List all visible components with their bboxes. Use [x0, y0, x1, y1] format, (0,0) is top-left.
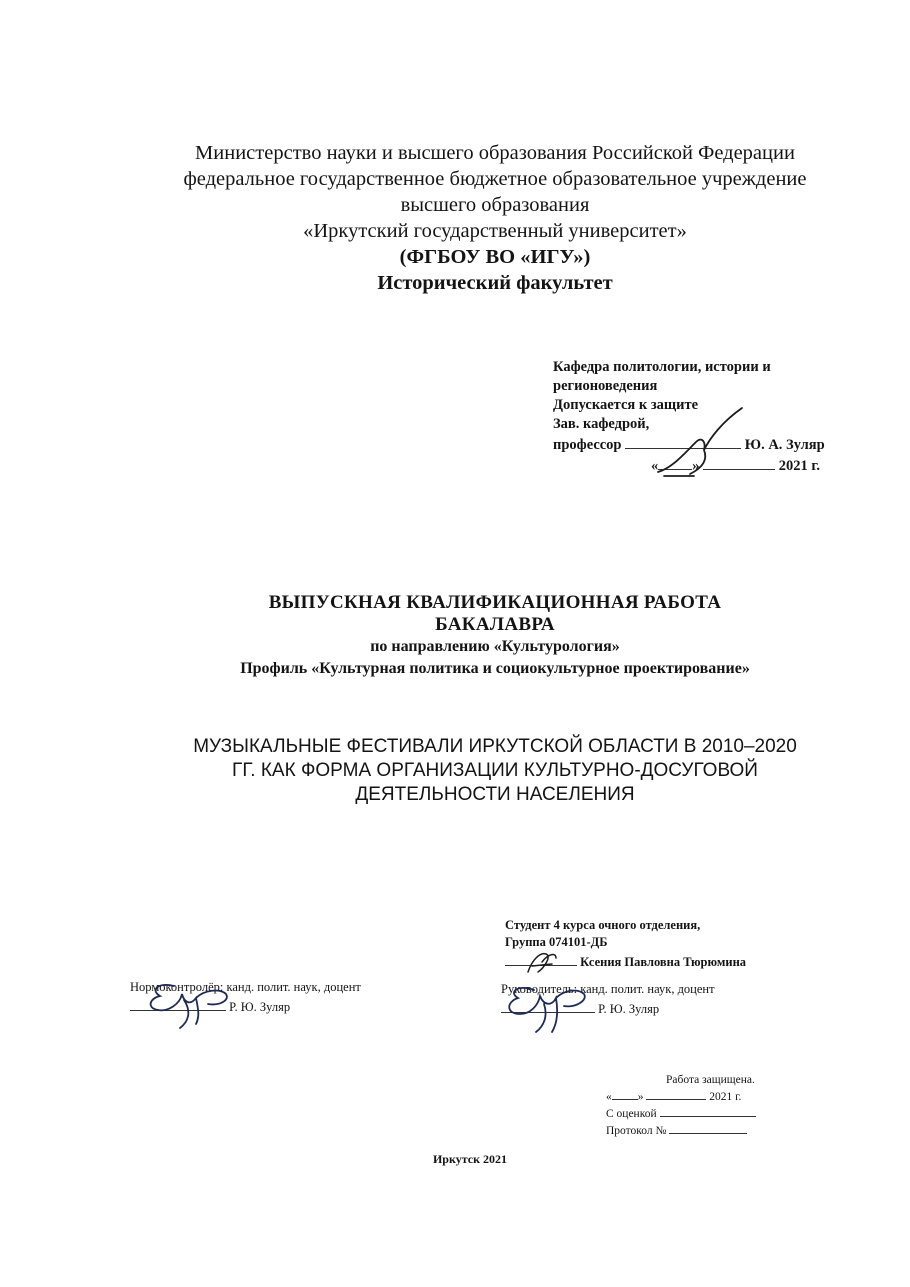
thesis-title-line-2: ГГ. КАК ФОРМА ОРГАНИЗАЦИИ КУЛЬТУРНО-ДОСУГОВОЙ: [232, 760, 758, 781]
protocol-label: Протокол №: [606, 1125, 667, 1137]
defense-date-open-quote: «: [606, 1091, 612, 1103]
university-abbreviation: (ФГБОУ ВО «ИГУ»): [399, 246, 591, 268]
student-course: Студент 4 курса очного отделения,: [505, 918, 701, 932]
normocontroller-name: Р. Ю. Зуляр: [229, 1000, 291, 1014]
supervisor-label: Руководитель: канд. полит. наук, доцент: [501, 982, 715, 996]
admitted-label: Допускается к защите: [553, 397, 699, 413]
protocol-line: [669, 1122, 747, 1134]
work-type-line-1: ВЫПУСКНАЯ КВАЛИФИКАЦИОННАЯ РАБОТА: [268, 592, 722, 613]
work-type-line-2: БАКАЛАВРА: [435, 614, 555, 635]
normocontroller-label: Нормоконтролёр: канд. полит. наук, доцент: [130, 980, 361, 994]
defense-block: [606, 1073, 806, 1139]
defense-date-row: [606, 1088, 806, 1105]
defense-status: Работа защищена.: [666, 1074, 755, 1086]
work-type-block: [100, 592, 890, 680]
supervisor-signature: [498, 980, 593, 1040]
thesis-title: [120, 735, 870, 807]
defense-year: 2021 г.: [709, 1091, 742, 1103]
head-signature: [650, 402, 755, 482]
student-signature: [522, 948, 562, 978]
faculty-name: Исторический факультет: [377, 272, 613, 294]
institution-type-line: федеральное государственное бюджетное образовательное учреждение: [183, 168, 807, 190]
ministry-line: Министерство науки и высшего образования Российской Федерации: [195, 142, 795, 164]
grade-row: [606, 1105, 806, 1122]
city-year: Иркутск 2021: [432, 1152, 508, 1166]
head-title: Зав. кафедрой,: [553, 416, 650, 432]
protocol-row: [606, 1122, 806, 1139]
institution-header: [120, 140, 870, 296]
professor-label: профессор: [553, 437, 622, 453]
thesis-title-line-1: МУЗЫКАЛЬНЫЕ ФЕСТИВАЛИ ИРКУТСКОЙ ОБЛАСТИ В 2010–2020: [193, 736, 797, 757]
profile-line: Профиль «Культурная политика и социокультурное проектирование»: [240, 660, 750, 677]
department-line-2: регионоведения: [553, 378, 658, 394]
university-name: «Иркутский государственный университет»: [303, 220, 687, 242]
grade-line: [660, 1105, 756, 1117]
thesis-title-line-3: ДЕЯТЕЛЬНОСТИ НАСЕЛЕНИЯ: [355, 784, 635, 805]
direction-line: по направлению «Культурология»: [370, 638, 620, 655]
date-open-quote: «: [651, 458, 659, 474]
supervisor-name: Р. Ю. Зуляр: [598, 1002, 660, 1016]
approval-year: 2021 г.: [778, 458, 820, 474]
date-close-quote: »: [692, 458, 700, 474]
institution-level-line: высшего образования: [400, 194, 590, 216]
student-group: Группа 074101-ДБ: [505, 935, 608, 949]
defense-month-line: [646, 1088, 706, 1100]
student-name: Ксения Павловна Тюрюмина: [580, 955, 747, 969]
department-line-1: Кафедра политологии, истории и: [553, 359, 771, 375]
normocontroller-signature: [140, 978, 235, 1038]
defense-date-close-quote: »: [637, 1091, 644, 1103]
defense-day-line: [612, 1088, 638, 1100]
grade-label: С оценкой: [606, 1108, 657, 1120]
head-name: Ю. А. Зуляр: [744, 437, 825, 453]
